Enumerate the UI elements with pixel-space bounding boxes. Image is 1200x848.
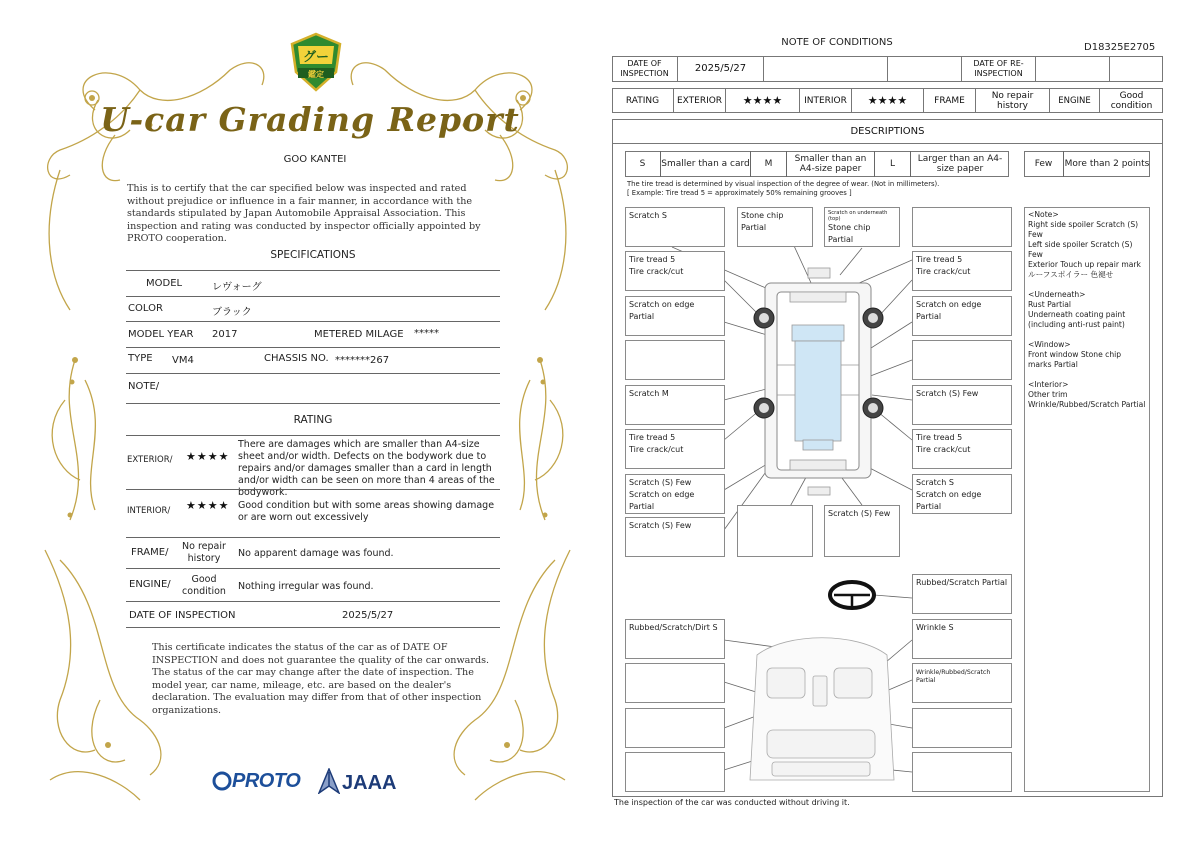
interior-box-right-2: Wrinkle/Rubbed/Scratch Partial — [912, 663, 1012, 703]
interior-stars: ★★★★ — [852, 88, 924, 113]
divider — [126, 403, 500, 404]
model-label: MODEL — [146, 278, 183, 289]
mileage-label: METERED MILAGE — [314, 329, 404, 340]
certificate-footer: This certificate indicates the status of the car as of DATE OF INSPECTION and does not guarantee the quality of the car onwards. The status of the car may change after the date of inspection. The model year, car name, mileage, etc. are based on the dealer's declaration. The evaluation may differ from that of other inspection organizations. — [152, 642, 490, 716]
interior-box-left-1: Rubbed/Scratch/Dirt S — [625, 619, 725, 659]
legend-m-desc: Smaller than an A4-size paper — [787, 151, 875, 177]
interior-box-left-3 — [625, 708, 725, 748]
type-value: VM4 — [172, 355, 194, 366]
note-footer: The inspection of the car was conducted without driving it. — [614, 798, 850, 807]
tire-note-example: [ Example: Tire tread 5 = approximately 50% remaining grooves ] — [627, 189, 852, 197]
jaaa-logo-icon — [318, 768, 340, 794]
color-label: COLOR — [128, 303, 163, 314]
rating-label: RATING — [612, 88, 674, 113]
certificate-title: U-car Grading Report — [100, 100, 520, 139]
damage-box-right-5: Tire tread 5 Tire crack/cut — [912, 429, 1012, 469]
underneath-caption: Scratch on underneath (top) — [828, 210, 888, 222]
model-year-label: MODEL YEAR — [128, 329, 194, 340]
damage-box-left-8: Scratch (S) Few — [625, 517, 725, 557]
interior-stars: ★★★★ — [186, 499, 230, 512]
chassis-value: *******267 — [335, 355, 390, 366]
divider — [126, 347, 500, 348]
damage-box-left-5: Scratch M — [625, 385, 725, 425]
interior-box-steering: Rubbed/Scratch Partial — [912, 574, 1012, 614]
note-title: NOTE OF CONDITIONS — [781, 37, 893, 48]
document-id: D18325E2705 — [1084, 42, 1156, 53]
interior-label: INTERIOR/ — [127, 506, 171, 516]
interior-description: Good condition but with some areas showing damage or are worn out excessively — [238, 500, 495, 523]
damage-box-right-6: Scratch S Scratch on edge Partial — [912, 474, 1012, 514]
svg-text:鑑定: 鑑定 — [308, 70, 324, 79]
frame-value: No repair history — [976, 88, 1050, 113]
divider — [126, 321, 500, 322]
damage-box-left-4 — [625, 340, 725, 380]
divider — [126, 270, 500, 271]
damage-box-right-1: Tire tread 5 Tire crack/cut — [912, 251, 1012, 291]
damage-box-bottom-2: Scratch (S) Few — [824, 505, 900, 557]
underneath-value: Stone chip Partial — [828, 223, 871, 244]
jaaa-logo-text: JAAA — [342, 772, 397, 794]
date-inspection-value: 2025/5/27 — [678, 56, 764, 82]
interior-label: INTERIOR — [800, 88, 852, 113]
frame-label: FRAME — [924, 88, 976, 113]
exterior-label: EXTERIOR/ — [127, 455, 173, 465]
proto-logo-text: PROTO — [232, 770, 301, 792]
legend-m: M — [751, 151, 787, 177]
damage-box-right-4: Scratch (S) Few — [912, 385, 1012, 425]
note-label: NOTE/ — [128, 381, 160, 392]
divider — [126, 537, 500, 538]
divider — [126, 489, 500, 490]
model-value: レヴォーグ — [212, 282, 262, 293]
damage-box-bottom-1 — [737, 505, 813, 557]
divider — [126, 568, 500, 569]
damage-box-right-3 — [912, 340, 1012, 380]
steering-wheel-icon — [830, 582, 874, 608]
mileage-value: ***** — [414, 328, 439, 339]
model-year-value: 2017 — [212, 329, 238, 340]
date-inspection-label: DATE OF INSPECTION — [612, 56, 678, 82]
interior-box-left-4 — [625, 752, 725, 792]
damage-box-left-3: Scratch on edge Partial — [625, 296, 725, 336]
divider — [126, 435, 500, 436]
frame-value: No repair history — [182, 541, 226, 564]
exterior-stars: ★★★★ — [726, 88, 800, 113]
interior-box-right-3 — [912, 708, 1012, 748]
legend-s: S — [625, 151, 661, 177]
reinspection-label: DATE OF RE-INSPECTION — [962, 56, 1036, 82]
date-of-inspection-label: DATE OF INSPECTION — [129, 610, 236, 621]
descriptions-heading: DESCRIPTIONS — [850, 125, 925, 137]
side-notes: <Note> Right side spoiler Scratch (S) Few Left side spoiler Scratch (S) Few Exterior Touch up repair mark ルーフスポイラー 色褪せ <Underneath> Rust Partial Underneath coating paint (including anti-rust paint) <Window> Front window Stone chip marks Partial <Interior> Other trim Wrinkle/Rubbed/Scratch Partial — [1024, 207, 1150, 792]
color-value: ブラック — [212, 307, 252, 318]
damage-box-top-1: Stone chip Partial — [737, 207, 813, 247]
proto-logo-icon — [212, 770, 232, 792]
interior-box-left-2 — [625, 663, 725, 703]
type-label: TYPE — [128, 353, 153, 364]
frame-label: FRAME/ — [131, 547, 169, 558]
exterior-label: EXTERIOR — [674, 88, 726, 113]
frame-description: No apparent damage was found. — [238, 548, 394, 559]
rating-heading: RATING — [293, 414, 333, 426]
note-of-conditions — [612, 0, 1200, 848]
legend-l: L — [875, 151, 911, 177]
svg-text:グー: グー — [302, 50, 330, 65]
damage-box-left-7: Scratch (S) Few Scratch on edge Partial — [625, 474, 725, 514]
engine-label: ENGINE/ — [129, 579, 171, 590]
engine-value: Good condition — [1110, 90, 1153, 111]
engine-description: Nothing irregular was found. — [238, 581, 374, 592]
damage-box-top-2 — [824, 207, 900, 247]
engine-label: ENGINE — [1050, 88, 1100, 113]
chassis-label: CHASSIS NO. — [264, 353, 329, 364]
interior-box-right-1: Wrinkle S — [912, 619, 1012, 659]
goo-kantei-emblem — [288, 32, 344, 94]
legend-s-desc: Smaller than a card — [661, 151, 751, 177]
engine-value: Good condition — [182, 574, 226, 597]
exterior-stars: ★★★★ — [186, 450, 230, 463]
specifications-heading: SPECIFICATIONS — [270, 249, 356, 261]
legend-few-desc: More than 2 points — [1064, 159, 1150, 169]
damage-box-left-2: Tire tread 5 Tire crack/cut — [625, 251, 725, 291]
damage-box-left-1: Scratch S — [625, 207, 725, 247]
date-of-inspection-value: 2025/5/27 — [342, 610, 394, 621]
damage-box-right-2: Scratch on edge Partial — [912, 296, 1012, 336]
legend-few: Few — [1024, 151, 1064, 177]
divider — [126, 601, 500, 602]
damage-box-left-6: Tire tread 5 Tire crack/cut — [625, 429, 725, 469]
divider — [126, 296, 500, 297]
divider — [126, 627, 500, 628]
damage-box-top-3 — [912, 207, 1012, 247]
exterior-description: There are damages which are smaller than A4-size sheet and/or width. Defects on the bodywork due to repairs and/or damages smaller than a card in length and/or width can be seen on more than 4 areas of the bodywork. — [238, 439, 495, 498]
interior-box-right-4 — [912, 752, 1012, 792]
divider — [126, 373, 500, 374]
certificate-subtitle: GOO KANTEI — [283, 154, 347, 165]
tire-note: The tire tread is determined by visual inspection of the degree of wear. (Not in millimeters). — [627, 180, 940, 188]
certificate-intro: This is to certify that the car specified below was inspected and rated without prejudice or influence in a fair manner, in accordance with the standards stipulated by Japan Automobile Appraisal Association. This inspection and rating was conducted by inspector officially appointed by PROTO cooperation. — [127, 183, 481, 245]
legend-l-desc: Larger than an A4-size paper — [917, 154, 1003, 174]
